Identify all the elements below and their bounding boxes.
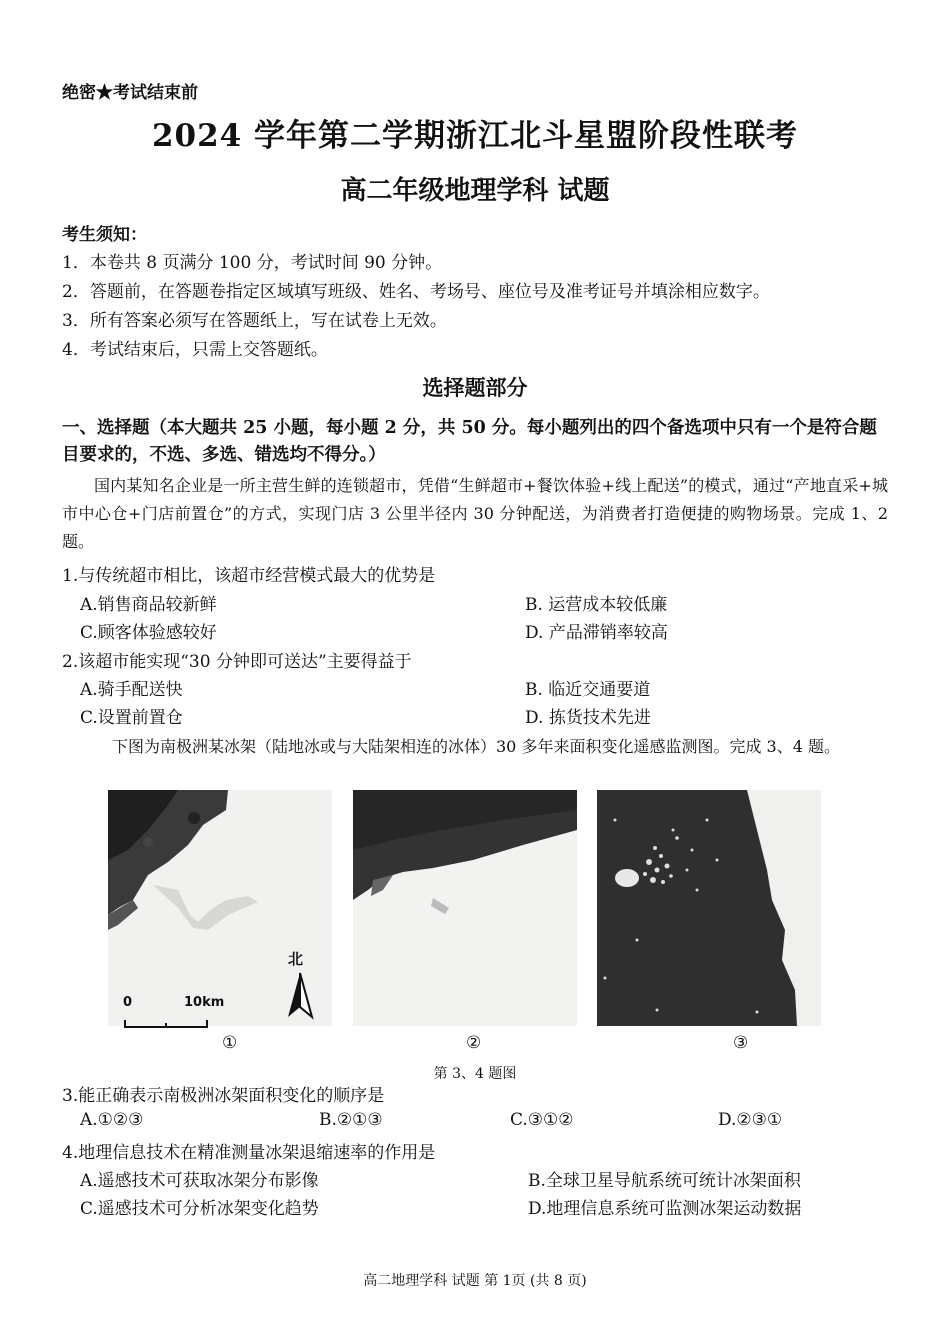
- scale-label: 10km: [184, 995, 225, 1010]
- figure-caption: 第 3、4 题图: [433, 1066, 517, 1082]
- panel-label-1: ①: [222, 1033, 238, 1053]
- q4-option-c: C.遥感技术可分析冰架变化趋势: [80, 1199, 319, 1219]
- question-3-stem: 3.能正确表示南极洲冰架面积变化的顺序是: [62, 1086, 385, 1106]
- q1-option-c: C.顾客体验感较好: [80, 623, 217, 643]
- panel-label-3: ③: [733, 1033, 749, 1053]
- question-1-stem: 1.与传统超市相比，该超市经营模式最大的优势是: [62, 566, 436, 586]
- q2-option-a: A.骑手配送快: [80, 680, 183, 700]
- q2-option-c: C.设置前置仓: [80, 708, 183, 728]
- notice-item: 2．答题前，在答题卷指定区域填写班级、姓名、考场号、座位号及准考证号并填涂相应数字。: [62, 282, 770, 302]
- q3-option-b: B.②①③: [319, 1110, 383, 1130]
- q1-option-a: A.销售商品较新鲜: [80, 595, 217, 615]
- part-heading: 一、选择题（本大题共 25 小题，每小题 2 分，共 50 分。每小题列出的四个备选项中只有一个是符合题目要求的，不选、多选、错选均不得分。）: [62, 418, 877, 465]
- q3-option-a: A.①②③: [80, 1110, 144, 1130]
- q4-option-a: A.遥感技术可获取冰架分布影像: [80, 1171, 319, 1191]
- panel-label-2: ②: [466, 1033, 482, 1053]
- scale-zero: 0: [123, 995, 133, 1010]
- exam-title: 2024 学年第二学期浙江北斗星盟阶段性联考: [151, 118, 799, 154]
- satellite-image-2: [353, 790, 577, 1026]
- scale-bar: [124, 1013, 208, 1021]
- exam-subtitle: 高二年级地理学科 试题: [340, 176, 610, 206]
- confidential-label: 绝密★考试结束前: [62, 83, 198, 103]
- page-footer: 高二地理学科 试题 第 1页 (共 8 页): [363, 1273, 587, 1289]
- q3-option-d: D.②③①: [718, 1110, 783, 1130]
- q4-option-b: B.全球卫星导航系统可统计冰架面积: [528, 1171, 801, 1191]
- q4-option-d: D.地理信息系统可监测冰架运动数据: [528, 1199, 802, 1219]
- question-4-stem: 4.地理信息技术在精准测量冰架退缩速率的作用是: [62, 1143, 436, 1163]
- question-2-stem: 2.该超市能实现“30 分钟即可送达”主要得益于: [62, 652, 412, 672]
- section-title: 选择题部分: [422, 375, 528, 400]
- q1-option-b: B. 运营成本较低廉: [525, 595, 668, 615]
- notice-item: 3．所有答案必须写在答题纸上，写在试卷上无效。: [62, 311, 447, 331]
- notice-heading: 考生须知：: [62, 225, 147, 245]
- q1-option-d: D. 产品滞销率较高: [525, 623, 668, 643]
- satellite-image-3: [597, 790, 821, 1026]
- passage-2: 下图为南极洲某冰架（陆地冰或与大陆架相连的冰体）30 多年来面积变化遥感监测图。完成 3、4 题。: [112, 737, 840, 756]
- passage-1: 国内某知名企业是一所主营生鲜的连锁超市，凭借“生鲜超市+餐饮体验+线上配送”的模式，通过“产地直采+城市中心仓+门店前置仓”的方式，实现门店 3 公里半径内 30 分钟配送，为消费者打造便捷的购物场景。完成 1、2 题。: [62, 476, 888, 551]
- notice-item: 4．考试结束后，只需上交答题纸。: [62, 340, 328, 360]
- notice-item: 1．本卷共 8 页满分 100 分，考试时间 90 分钟。: [62, 253, 443, 273]
- north-label: 北: [288, 950, 304, 968]
- q2-option-d: D. 拣货技术先进: [525, 708, 651, 728]
- q2-option-b: B. 临近交通要道: [525, 680, 651, 700]
- q3-option-c: C.③①②: [510, 1110, 574, 1130]
